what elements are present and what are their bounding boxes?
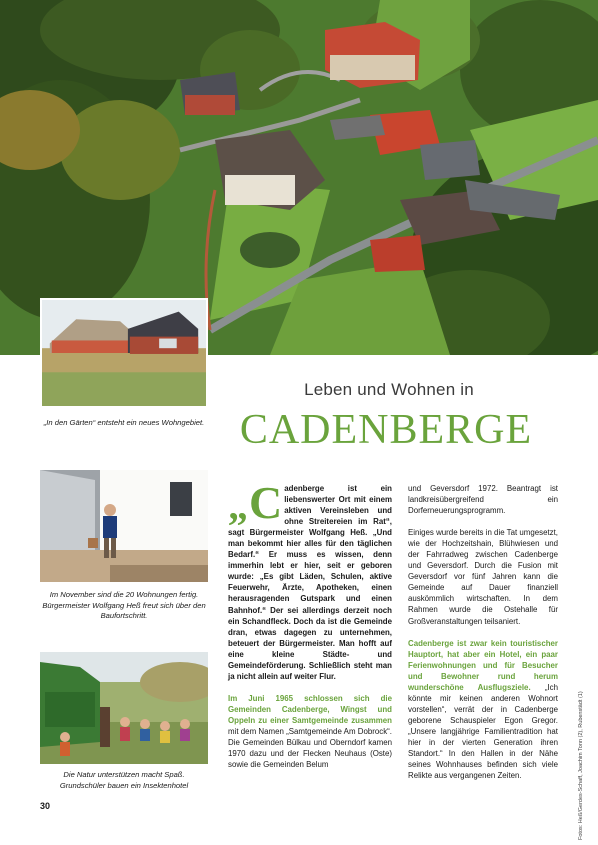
inset-photo-new-housing: [40, 298, 208, 408]
tourism-highlight: Cadenberge ist zwar kein touristischer Hauptort, hat aber ein Hotel, ein paar Ferienwohnungen und für Besucher und Bewohner rund herum wunderschöne Ausflugsziele.: [408, 638, 558, 692]
article-column-1: [228, 477, 392, 781]
caption-construction-mayor: Im November sind die 20 Wohnungen fertig. Bürgermeister Wolfgang Heß freut sich über den Baufortschritt.: [42, 590, 206, 620]
article-headline: CADENBERGE: [239, 407, 533, 453]
article-paragraph-history: [228, 693, 392, 770]
caption-new-housing: „In den Gärten“ entsteht ein neues Wohngebiet.: [43, 418, 205, 427]
history-highlight: Im Juni 1965 schlossen sich die Gemeinden Cadenberge, Wingst und Oppeln zu einer Samtgemeinde zusammen: [228, 693, 392, 725]
article-column-2: [408, 483, 558, 792]
article-paragraph-projects: Einiges wurde bereits in die Tat umgesetzt, wie der Hochzeitshain, Blühwiesen und der Fahrradweg zwischen Cadenberge und Geversdorf. Durch die Fusion mit Geversdorf vor fünf Jahren kann die Gemeinde auf Dauer finanziell auskömmlich wirtschaften. In dem Rahmen wurde die Ostehalle für Großveranstaltungen teilsaniert.: [408, 528, 558, 626]
intro-text: adenberge ist ein liebenswerter Ort mit einem aktiven Vereinsleben und ohne Streitereien im Rat“, sagt Bürgermeister Wolfgang Heß. „Und man bekommt hier alles für den täglichen Bedarf.“ Er muss es wissen, denn immerhin lebt er hier, seit er geboren wurde: „Es gibt Läden, Schulen, aktive Feuerwehr, Ärzte, Apotheken, einen herausragenden Gutspark und einen Bahnhof.“ Der sei allerdings derzeit noch ein Schandfleck. Doch da ist die Gemeinde dran, etwas dagegen zu unternehmen, beteuert der Bürgermeister. Man hofft auf eine kleine Städte- und Gemeindeförderung. Schließlich steht man ja nicht allein auf weiter Flur.: [228, 484, 392, 681]
photo-insect-hotel: [40, 652, 208, 764]
history-text: mit dem Namen „Samtgemeinde Am Dobrock“. Die Gemeinden Bülkau und Oberndorf kamen 1970 dazu und der Flecken Neuhaus (Oste) sowie die Gemeinden Belum: [228, 726, 392, 770]
drop-quote: „: [228, 483, 248, 528]
article-kicker: Leben und Wohnen in: [304, 380, 474, 399]
caption-insect-hotel: Die Natur unterstützen macht Spaß. Grundschüler bauen ein Insektenhotel: [59, 770, 189, 790]
photo-credit: Fotos: Heß/Gerdes-Schaff, Joachim Tonn (2), Rubenstädt (1): [578, 691, 584, 840]
drop-cap: C: [249, 477, 283, 528]
article-paragraph-program: und Geversdorf 1972. Beantragt ist landkreisübergreifend ein Dorferneuerungsprogramm.: [408, 484, 558, 516]
page-number: 30: [40, 801, 51, 811]
article-paragraph-intro: [228, 477, 392, 682]
article-paragraph-tourism: [408, 638, 558, 782]
tourism-text: „Ich könnte mir keinen anderen Wohnort vorstellen“, verrät der in Cadenberge geborene Schauspieler Egon Gregor. „Unsere langjährige Familientradition hat hier in der vierten Generation ihren Standort.“ In den Hallen in der Nähe seines Wohnhauses befinden sich viele Relikte aus vergangenen Zeiten.: [408, 682, 558, 781]
photo-construction-mayor: [40, 470, 208, 582]
